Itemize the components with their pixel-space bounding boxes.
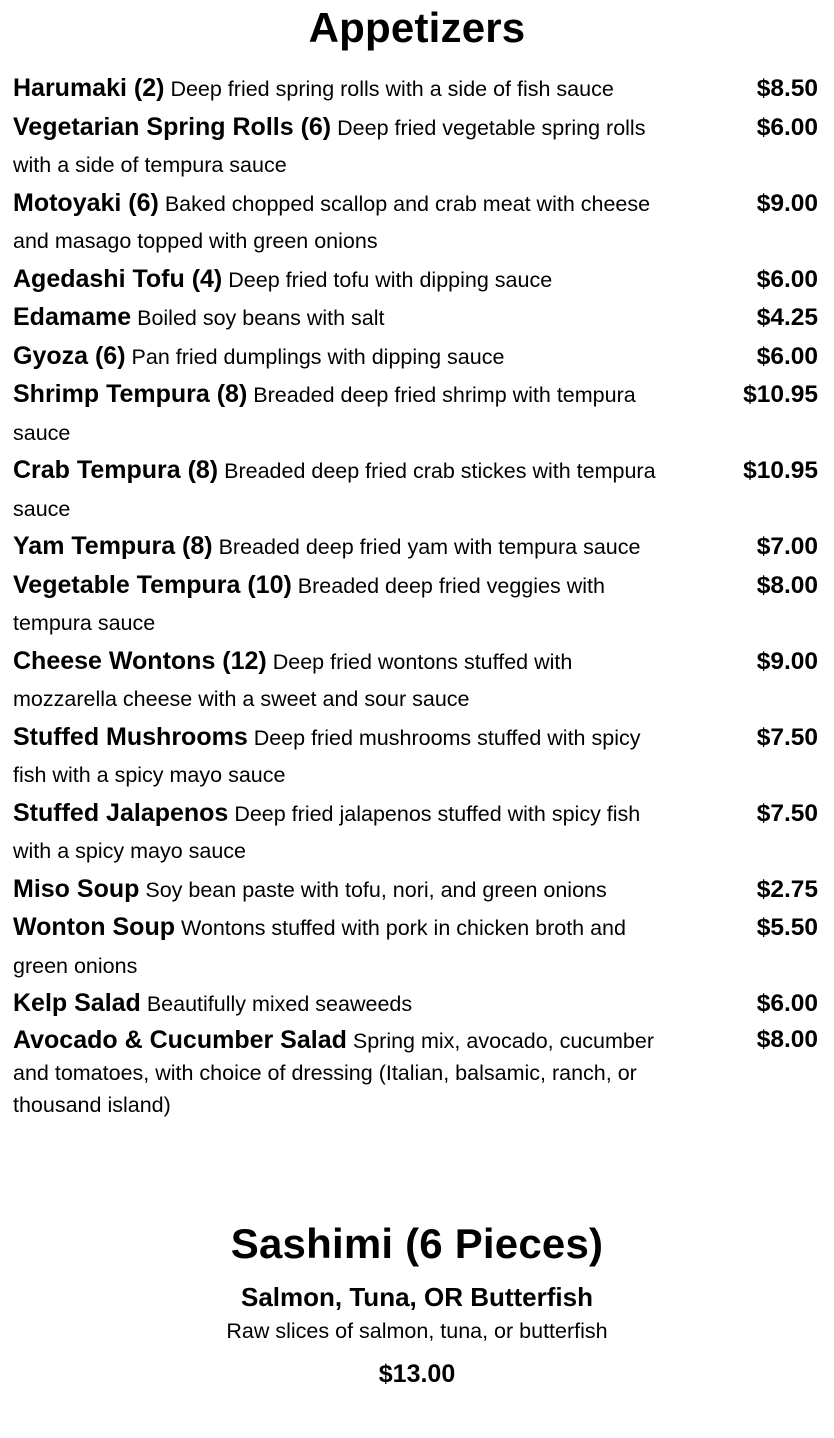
item-name: Stuffed Mushrooms xyxy=(13,722,248,751)
item-price: $9.00 xyxy=(756,647,818,675)
item-description: Breaded deep fried crab stickes with tempura sauce xyxy=(13,459,656,521)
menu-item-vegetable-tempura xyxy=(13,567,818,643)
item-price: $2.75 xyxy=(756,875,818,903)
item-description: Wontons stuffed with pork in chicken broth and green onions xyxy=(13,916,626,978)
item-description: Deep fried wontons stuffed with mozzarella cheese with a sweet and sour sauce xyxy=(13,649,573,711)
item-name: Kelp Salad xyxy=(13,989,141,1017)
item-name: Agedashi Tofu (4) xyxy=(13,264,223,293)
menu-item-agedashi-tofu xyxy=(13,261,818,300)
item-description: Beautifully mixed seaweeds xyxy=(146,992,413,1016)
item-description: Breaded deep fried shrimp with tempura sauce xyxy=(13,383,636,445)
appetizers-title: Appetizers xyxy=(308,4,526,51)
item-description: Deep fried spring rolls with a side of fish sauce xyxy=(170,77,614,101)
item-price: $8.00 xyxy=(756,1025,818,1053)
item-description: Breaded deep fried veggies with tempura sauce xyxy=(13,573,605,635)
item-price: $10.95 xyxy=(743,381,818,408)
item-name: Motoyaki (6) xyxy=(13,188,159,217)
item-name: Avocado & Cucumber Salad xyxy=(13,1025,347,1054)
item-price: $6.00 xyxy=(756,113,818,141)
menu-item-wonton-soup xyxy=(13,909,818,985)
item-price: $6.00 xyxy=(756,265,818,293)
menu-item-avocado-cucumber-salad xyxy=(13,1024,818,1121)
item-name: Wonton Soup xyxy=(13,913,175,941)
sashimi-price: $13.00 xyxy=(378,1360,456,1388)
menu-item-harumaki xyxy=(13,70,818,109)
menu-item-stuffed-mushrooms xyxy=(13,719,818,795)
item-name: Harumaki (2) xyxy=(13,74,165,102)
item-description: Boiled soy beans with salt xyxy=(137,306,385,330)
menu-item-gyoza xyxy=(13,338,818,377)
item-name: Crab Tempura (8) xyxy=(13,456,219,484)
menu-item-shrimp-tempura xyxy=(13,376,818,452)
item-description: Deep fried mushrooms stuffed with spicy fish with a spicy mayo sauce xyxy=(13,725,641,787)
menu-item-yam-tempura xyxy=(13,528,818,567)
menu-item-vegetarian-spring-rolls xyxy=(13,109,818,185)
menu-item-edamame xyxy=(13,299,818,338)
sashimi-subtitle: Salmon, Tuna, OR Butterfish xyxy=(241,1282,593,1312)
item-price: $6.00 xyxy=(756,990,818,1017)
item-price: $7.50 xyxy=(756,799,818,827)
item-name: Cheese Wontons (12) xyxy=(13,646,267,675)
item-price: $5.50 xyxy=(756,914,818,941)
item-description: Breaded deep fried yam with tempura sauce xyxy=(218,535,641,559)
appetizers-list xyxy=(13,70,818,1121)
item-description: Spring mix, avocado, cucumber and tomatoes, with choice of dressing (Italian, balsamic, ranch, or thousand island) xyxy=(13,1028,654,1117)
menu-item-motoyaki xyxy=(13,185,818,261)
item-description: Deep fried jalapenos stuffed with spicy fish with a spicy mayo sauce xyxy=(13,801,641,863)
item-name: Edamame xyxy=(13,303,132,331)
item-name: Yam Tempura (8) xyxy=(13,532,213,560)
sashimi-description: Raw slices of salmon, tuna, or butterfish xyxy=(226,1319,608,1343)
item-price: $9.00 xyxy=(756,189,818,217)
item-name: Shrimp Tempura (8) xyxy=(13,380,248,408)
menu-item-kelp-salad xyxy=(13,985,818,1024)
item-price: $8.50 xyxy=(756,75,818,102)
item-description: Deep fried vegetable spring rolls with a side of tempura sauce xyxy=(13,115,646,177)
menu-item-stuffed-jalapenos xyxy=(13,795,818,871)
item-name: Stuffed Jalapenos xyxy=(13,798,229,827)
item-price: $7.00 xyxy=(756,533,818,560)
menu-item-cheese-wontons xyxy=(13,643,818,719)
item-name: Vegetarian Spring Rolls (6) xyxy=(13,112,332,141)
item-price: $4.25 xyxy=(756,304,818,331)
item-price: $6.00 xyxy=(756,342,818,370)
item-description: Pan fried dumplings with dipping sauce xyxy=(131,344,505,369)
sashimi-title: Sashimi (6 Pieces) xyxy=(230,1220,604,1267)
item-description: Deep fried tofu with dipping sauce xyxy=(228,267,553,292)
menu-item-crab-tempura xyxy=(13,452,818,528)
menu-item-miso-soup xyxy=(13,871,818,910)
item-name: Vegetable Tempura (10) xyxy=(13,570,292,599)
item-description: Soy bean paste with tofu, nori, and green onions xyxy=(145,877,607,902)
item-price: $10.95 xyxy=(743,457,818,484)
item-price: $8.00 xyxy=(756,571,818,599)
item-description: Baked chopped scallop and crab meat with cheese and masago topped with green onions xyxy=(13,191,651,253)
item-price: $7.50 xyxy=(756,723,818,751)
item-name: Gyoza (6) xyxy=(13,341,126,370)
item-name: Miso Soup xyxy=(13,874,140,903)
